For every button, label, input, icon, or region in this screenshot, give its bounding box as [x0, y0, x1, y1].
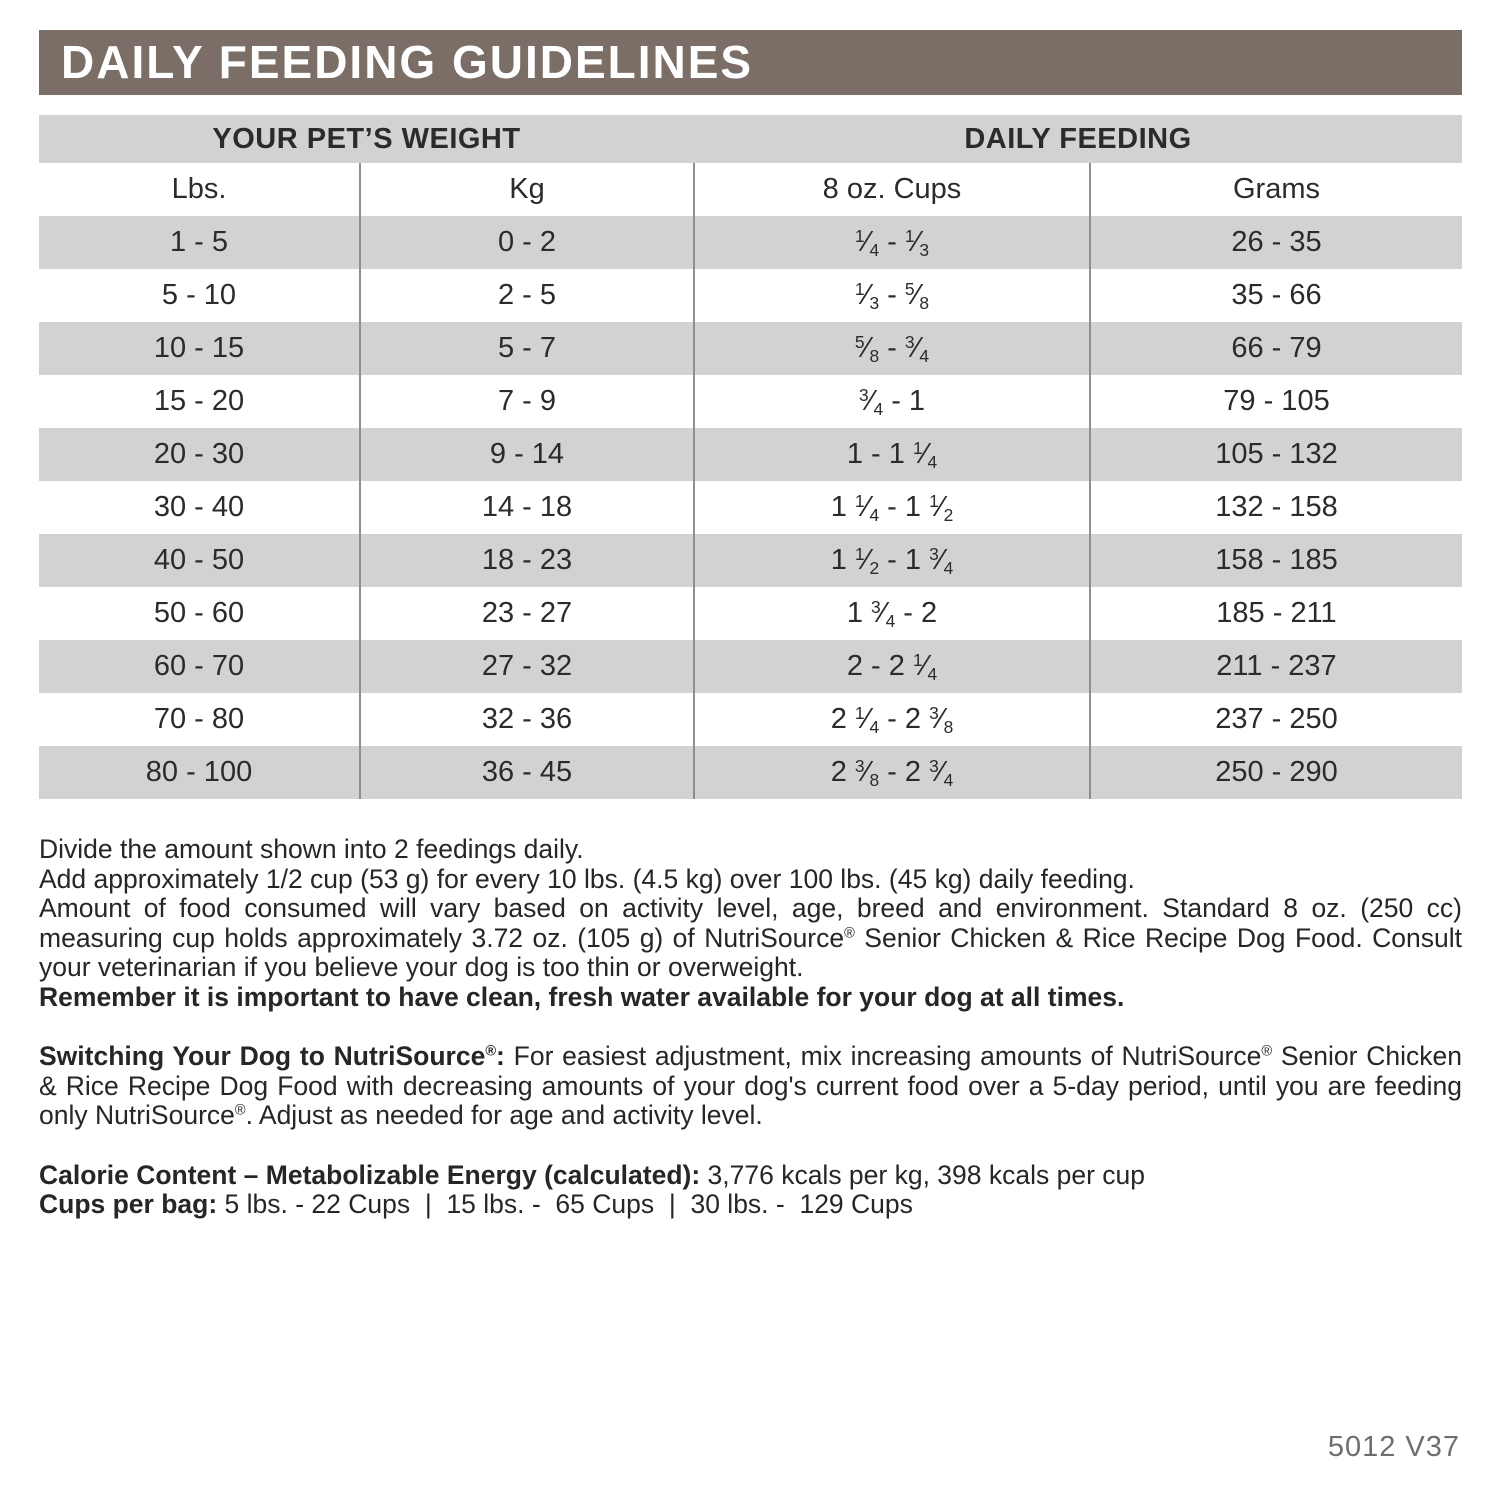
cell-lbs: 80 - 100 [39, 746, 360, 799]
cell-lbs: 5 - 10 [39, 269, 360, 322]
cell-grams: 158 - 185 [1090, 534, 1462, 587]
table-row [39, 587, 1462, 640]
table-group-header-row [39, 115, 1462, 163]
table-row [39, 428, 1462, 481]
note-amount-vary: Amount of food consumed will vary based on activity level, age, breed and environment. Standard 8 oz. (250 cc) measuring cup holds approximately 3.72 oz. (105 g) of NutriSource® Senior Chicken & Rice Recipe Dog Food. Consult your veterinarian if you believe your dog is too thin or overweight. [39, 893, 1462, 982]
table-column-header-row [39, 163, 1462, 216]
cell-kg: 14 - 18 [360, 481, 694, 534]
cell-lbs: 15 - 20 [39, 375, 360, 428]
note-switching [39, 1042, 1462, 1131]
table-row [39, 269, 1462, 322]
cell-cups: 1 $^1$⁄2 - 1 $^3$⁄4 [694, 534, 1090, 587]
cell-cups: 2 - 2 $^1$⁄4 [694, 640, 1090, 693]
column-header-kg: Kg [360, 163, 694, 216]
note-fresh-water: Remember it is important to have clean, fresh water available for your dog at all times. [39, 981, 1125, 1012]
cell-kg: 2 - 5 [360, 269, 694, 322]
cell-grams: 35 - 66 [1231, 279, 1322, 311]
cell-lbs: 70 - 80 [39, 693, 360, 746]
column-header-lbs: Lbs. [39, 163, 360, 216]
note-calorie-content [39, 1161, 1462, 1191]
group-header-pet-weight: YOUR PET’S WEIGHT [39, 115, 694, 163]
cell-cups: 2 $^1$⁄4 - 2 $^3$⁄8 [694, 693, 1090, 746]
cell-grams: 237 - 250 [1215, 703, 1338, 735]
cell-cups: 2 $^3$⁄8 - 2 $^3$⁄4 [694, 746, 1090, 799]
note-cups-per-bag [39, 1190, 1462, 1220]
calorie-body: 3,776 kcals per kg, 398 kcals per cup [700, 1159, 1146, 1190]
group-header-daily-feeding: DAILY FEEDING [694, 115, 1462, 163]
cell-grams: 211 - 237 [1090, 640, 1462, 693]
table-row [39, 375, 1462, 428]
cell-cups: 1 $^3$⁄4 - 2 [694, 587, 1090, 640]
table-row [39, 481, 1462, 534]
cell-kg: 23 - 27 [360, 587, 694, 640]
cell-grams: 250 - 290 [1090, 746, 1462, 799]
cell-grams: 185 - 211 [1216, 597, 1337, 629]
switching-body: For easiest adjustment, mix increasing amounts of NutriSource® Senior Chicken & Rice Recipe Dog Food with decreasing amounts of your dog's current food over a 5-day period, until you are feeding only NutriSource®. Adjust as needed for age and activity level. [39, 1041, 1462, 1130]
column-header-grams: Grams [1090, 163, 1462, 216]
cell-lbs: 60 - 70 [39, 640, 360, 693]
cell-lbs: 1 - 5 [39, 216, 360, 269]
feeding-guidelines-table [39, 115, 1462, 799]
cell-cups: $^1$⁄4 - $^1$⁄3 [694, 216, 1090, 269]
cell-grams: 79 - 105 [1223, 385, 1330, 417]
cell-grams: 105 - 132 [1090, 428, 1462, 481]
cell-kg: 9 - 14 [360, 428, 694, 481]
page-title: DAILY FEEDING GUIDELINES [39, 30, 1462, 95]
note-divide: Divide the amount shown into 2 feedings daily. [39, 834, 584, 864]
product-code: 5012 V37 [1327, 1431, 1460, 1463]
cups-body: 5 lbs. - 22 Cups | 15 lbs. - 65 Cups | 30 lbs. - 129 Cups [217, 1189, 913, 1219]
cell-kg: 7 - 9 [360, 375, 694, 428]
cell-lbs: 50 - 60 [39, 587, 360, 640]
table-row [39, 746, 1462, 799]
cell-grams: 26 - 35 [1090, 216, 1462, 269]
page-content [39, 0, 1462, 1220]
switching-lead: Switching Your Dog to NutriSource®: [39, 1041, 505, 1071]
cell-kg: 18 - 23 [360, 534, 694, 587]
table-row [39, 216, 1462, 269]
cell-lbs: 20 - 30 [39, 428, 360, 481]
cell-grams: 132 - 158 [1215, 491, 1338, 523]
feeding-notes [39, 835, 1462, 1220]
calorie-lead: Calorie Content – Metabolizable Energy (calculated): [39, 1159, 701, 1190]
table-row [39, 640, 1462, 693]
cell-kg: 32 - 36 [360, 693, 694, 746]
cell-grams: 66 - 79 [1090, 322, 1462, 375]
cell-cups: 1 $^1$⁄4 - 1 $^1$⁄2 [694, 481, 1090, 534]
table-row [39, 693, 1462, 746]
cell-kg: 5 - 7 [360, 322, 694, 375]
cell-lbs: 40 - 50 [39, 534, 360, 587]
feeding-table-body [39, 216, 1462, 799]
cell-cups: $^5$⁄8 - $^3$⁄4 [694, 322, 1090, 375]
table-row [39, 322, 1462, 375]
cell-cups: 1 - 1 $^1$⁄4 [694, 428, 1090, 481]
table-row [39, 534, 1462, 587]
cups-lead: Cups per bag: [39, 1189, 218, 1219]
cell-cups: $^1$⁄3 - $^5$⁄8 [694, 269, 1090, 322]
cell-kg: 0 - 2 [360, 216, 694, 269]
cell-cups: $^3$⁄4 - 1 [694, 375, 1090, 428]
cell-lbs: 10 - 15 [39, 322, 360, 375]
cell-kg: 36 - 45 [360, 746, 694, 799]
cell-kg: 27 - 32 [360, 640, 694, 693]
cell-lbs: 30 - 40 [39, 481, 360, 534]
column-header-cups: 8 oz. Cups [694, 163, 1090, 216]
note-add-half-cup: Add approximately 1/2 cup (53 g) for every 10 lbs. (4.5 kg) over 100 lbs. (45 kg) daily feeding. [39, 863, 1135, 894]
